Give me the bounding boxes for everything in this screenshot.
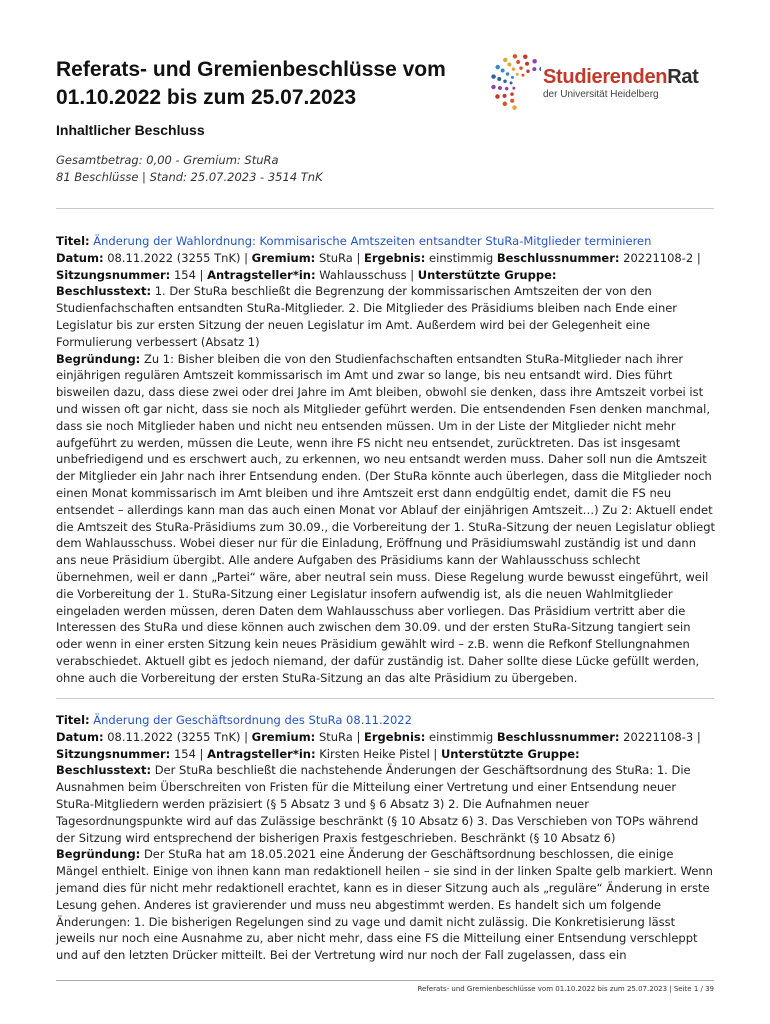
separator: |	[352, 729, 365, 744]
entry-title-link[interactable]: Änderung der Wahlordnung: Kommisarische Amtszeiten entsandter StuRa-Mitglieder terminieren	[93, 234, 652, 248]
document-header	[56, 52, 716, 122]
logo-dot	[512, 87, 515, 90]
logo-dot	[491, 74, 496, 79]
logo-dot	[510, 82, 513, 85]
logo-dot	[513, 54, 518, 59]
page-footer: Referats- und Gremienbeschlüsse vom 01.10.2022 bis zum 25.07.2023 | Seite 1 / 39	[417, 985, 714, 993]
entry-meta-line	[56, 250, 716, 284]
logo-wordmark-part2: Rat	[667, 66, 699, 88]
label-sitzungsnummer: Sitzungsnummer:	[56, 267, 171, 282]
logo-dot	[516, 73, 519, 76]
entry-title-link[interactable]: Änderung der Geschäftsordnung des StuRa 08.11.2022	[93, 713, 412, 727]
label-antragsteller: Antragsteller*in:	[207, 746, 316, 761]
entry-sitzungsnummer: 154	[173, 267, 196, 282]
summary-meta	[56, 152, 323, 186]
stura-dot-arc-logo-icon	[489, 52, 541, 112]
document-title-line2: 01.10.2022 bis zum 25.07.2023	[56, 86, 357, 109]
entry-begruendung-body: Der StuRa hat am 18.05.2021 eine Änderung der Geschäftsordnung beschlossen, die einige Mängel enthielt. Einige von ihnen kann man redaktionell heilen – sie sind in der linken Spalte gelb markiert. Wenn jemand dies für nicht mehr redaktionell erachtet, kann es in dieser Sitzung auch als „reguläre“ Änderung in erste Lesung gehen. Anderes ist gravierender und muss neu abgestimmt werden. Es handelt sich um folgende Änderungen: 1. Die bisherigen Regelungen sind zu vage und damit nicht zulässig. Die Konkretisierung lässt jeweils nur noch eine Ausnahme zu, aber nicht mehr, dass eine FS die Mitteilung einer Entsendung verschleppt und auf den letzten Drücker mitteilt. Bei der Vertretung wird nur noch der Fall zugelassen, dass ein	[56, 847, 713, 963]
separator: |	[240, 250, 252, 265]
label-sitzungsnummer: Sitzungsnummer:	[56, 746, 171, 761]
label-gremium: Gremium:	[251, 250, 316, 265]
entry-beschlussnummer: 20221108-2	[623, 250, 694, 265]
meta-line-count: 81 Beschlüsse | Stand: 25.07.2023 - 3514 TnK	[56, 170, 323, 184]
logo-dot	[532, 67, 536, 71]
logo-dot	[495, 94, 500, 99]
logo-dot	[495, 65, 500, 70]
entry-antragsteller: Wahlausschuss	[319, 267, 407, 282]
entry-gremium: StuRa	[318, 729, 353, 744]
label-datum: Datum:	[56, 729, 104, 744]
label-titel: Titel:	[56, 234, 90, 248]
logo-dot	[505, 87, 509, 91]
logo-dot	[519, 66, 523, 70]
entry-beschlusstext	[56, 283, 716, 350]
meta-line-total: Gesamtbetrag: 0,00 - Gremium: StuRa	[56, 153, 279, 167]
logo-dot	[503, 58, 508, 63]
logo-dot	[503, 94, 507, 98]
document-title	[56, 56, 486, 112]
label-ergebnis: Ergebnis:	[364, 250, 426, 265]
entry-meta-line	[56, 729, 716, 763]
section-title: Inhaltlicher Beschluss	[56, 122, 205, 138]
label-begruendung: Begründung:	[56, 847, 141, 862]
logo-dot	[522, 74, 525, 77]
logo-dot	[498, 86, 502, 90]
logo-dot	[501, 69, 505, 73]
entry-title-line	[56, 233, 716, 250]
footer-divider	[56, 980, 714, 981]
logo-dot	[512, 105, 517, 110]
separator: |	[352, 250, 365, 265]
resolution-entry	[56, 712, 716, 964]
document-title-line1: Referats- und Gremienbeschlüsse vom	[56, 58, 446, 81]
label-ergebnis: Ergebnis:	[364, 729, 426, 744]
label-antragsteller: Antragsteller*in:	[207, 267, 316, 282]
label-gruppe: Unterstützte Gruppe:	[417, 267, 557, 282]
logo-subtitle: der Universität Heidelberg	[543, 89, 659, 100]
separator: |	[195, 267, 208, 282]
logo-dot	[532, 59, 537, 64]
logo-dot	[539, 67, 541, 72]
label-gremium: Gremium:	[251, 729, 316, 744]
entry-gremium: StuRa	[318, 250, 353, 265]
logo-wordmark	[543, 66, 699, 89]
label-beschlusstext: Beschlusstext:	[56, 284, 152, 299]
entry-antragsteller: Kirsten Heike Pistel	[319, 746, 430, 761]
entry-beschlusstext-body: 1. Der StuRa beschließt die Begrenzung der kommissarischen Amtszeiten der von den Studienfachschaften entsandten StuRa-Mitglieder. 2. Die Mitglieder des Präsidiums bleiben nach Ende einer Legislatur bis zur ersten Sitzung der neuen Legislatur im Amt. Außerdem wird bei der Gelegenheit eine Formulierung verbessert (Absatz 1)	[56, 284, 678, 349]
logo-dot	[503, 102, 508, 107]
separator: |	[693, 729, 701, 744]
logo-dot	[491, 85, 496, 90]
entry-begruendung-body: Zu 1: Bisher bleiben die von den Studienfachschaften entsandten StuRa-Mitglieder nach ihrer einjährigen regulären Amtszeit kommissarisch im Amt und zwar so lange, bis neu entsandt wird. Dies führt bisweilen dazu, dass diese zwei oder drei Jahre im Amt bleiben, obwohl sie denken, dass ihre Amtszeit vorbei ist und wissen oft gar nicht, dass sie noch als Mitglieder geführt werden. Die entsendenden Fsen denken manchmal, dass sie noch Mitglieder haben und nicht neu entsenden müssen. Um in der Liste der Mitglieder nicht mehr aufgeführt zu werden, müssen die Leute, wenn ihre FS nicht neu entsendet, zurücktreten. Das ist insgesamt unbefriedigend und es erschwert auch, zu erkennen, wo neu entsandt werden muss. Daher soll nun die Amtszeit der Mitglieder ein Jahr nach ihrer Entsendung enden. (Der StuRa könnte auch überlegen, dass die Mitglieder noch einen Monat kommissarisch im Amt bleiben und ihre Amtszeit erst dann endgültig endet, damit die FS neu entsendet – allerdings kann man das auch einen Monat vor Ablauf der einjährigen Amtszeit…) Zu 2: Aktuell endet die Amtszeit des StuRa-Präsidiums zum 30.09., die Vorbereitung der 1. StuRa-Sitzung der neuen Legislatur obliegt dem Wahlausschuss. Wobei dieser nur für die Einladung, Eröffnung und Präsidiumswahl zuständig ist und dann ans neue Präsidium übergibt. Alle andere Aufgaben des Präsidiums kann der Wahlausschuss schlecht übernehmen, weil er dann „Partei“ wäre, aber neutral sein muss. Diese Regelung wurde bewusst eingeführt, weil die Vorbereitung der 1. StuRa-Sitzung einer Legislatur insofern aufwendig ist, als die neuen Wahlmitglieder eingeladen werden müssen, deren Daten dem Wahlausschuss aber vorliegen. Das Präsidium vertritt aber die Interessen des StuRa und diese können auch zwischen dem 30.09. und der ersten StuRa-Sitzung tangiert sein oder wenn in einer ersten Sitzung kein neues Präsidium gewählt wird – z.B. wenn die Refkonf Stellungnahmen verabschiedet. Aktuell gibt es jedoch niemand, der dafür zuständig ist. Daher sollte diese Lücke gefüllt werden, ohne auch die Vorbereitung der ersten StuRa-Sitzung an das alte Präsidium zu übergeben.	[56, 351, 716, 685]
separator: |	[429, 746, 441, 761]
entry-title-line	[56, 712, 716, 729]
label-beschlussnummer: Beschlussnummer:	[496, 250, 620, 265]
entry-sitzungsnummer: 154	[173, 746, 196, 761]
label-gruppe: Unterstützte Gruppe:	[440, 746, 580, 761]
logo-dot	[526, 70, 530, 74]
logo-dot	[497, 77, 501, 81]
label-begruendung: Begründung:	[56, 351, 141, 366]
separator: |	[195, 746, 208, 761]
entry-datum: 08.11.2022 (3255 TnK)	[107, 250, 241, 265]
entry-begruendung	[56, 846, 716, 964]
stura-logo	[489, 52, 721, 112]
logo-wordmark-part1: Studierenden	[543, 66, 668, 88]
divider	[56, 698, 714, 699]
separator: |	[406, 267, 418, 282]
logo-dot	[525, 62, 529, 66]
logo-dot	[510, 99, 514, 103]
separator: |	[240, 729, 252, 744]
label-beschlusstext: Beschlusstext:	[56, 763, 152, 778]
separator: |	[693, 250, 701, 265]
entry-begruendung	[56, 351, 716, 687]
entry-beschlusstext-body: Der StuRa beschließt die nachstehende Änderungen der Geschäftsordnung des StuRa: 1. Die Ausnahmen beim Überschreiten von Fristen für die Mitteilung einer Vertretung und einer Entsendung neuer StuRa-Mitgliedern werden präzisiert (§ 5 Absatz 3 und § 6 Absatz 3) 2. Die Aufnahmen neuer Tagesordnungspunkte wird auf das Zulässige beschränkt (§ 10 Absatz 6) 3. Das Verschieben von TOPs während der Sitzung wird entsprechend der bisherigen Praxis festgeschrieben. Beschränkt (§ 10 Absatz 6)	[56, 763, 699, 845]
logo-dot	[510, 92, 514, 96]
label-datum: Datum:	[56, 250, 104, 265]
entry-beschlussnummer: 20221108-3	[623, 729, 694, 744]
logo-dot	[516, 60, 520, 64]
logo-dot	[503, 79, 507, 83]
entry-ergebnis: einstimmig	[429, 250, 494, 265]
logo-dot	[512, 67, 516, 71]
entry-ergebnis: einstimmig	[429, 729, 494, 744]
logo-dot	[506, 72, 510, 76]
resolution-entry	[56, 233, 716, 687]
label-titel: Titel:	[56, 713, 90, 727]
logo-dot	[511, 76, 514, 79]
entry-beschlusstext	[56, 762, 716, 846]
logo-dot	[523, 55, 528, 60]
divider	[56, 208, 714, 209]
entry-datum: 08.11.2022 (3255 TnK)	[107, 729, 241, 744]
logo-dot	[507, 62, 511, 66]
label-beschlussnummer: Beschlussnummer:	[496, 729, 620, 744]
